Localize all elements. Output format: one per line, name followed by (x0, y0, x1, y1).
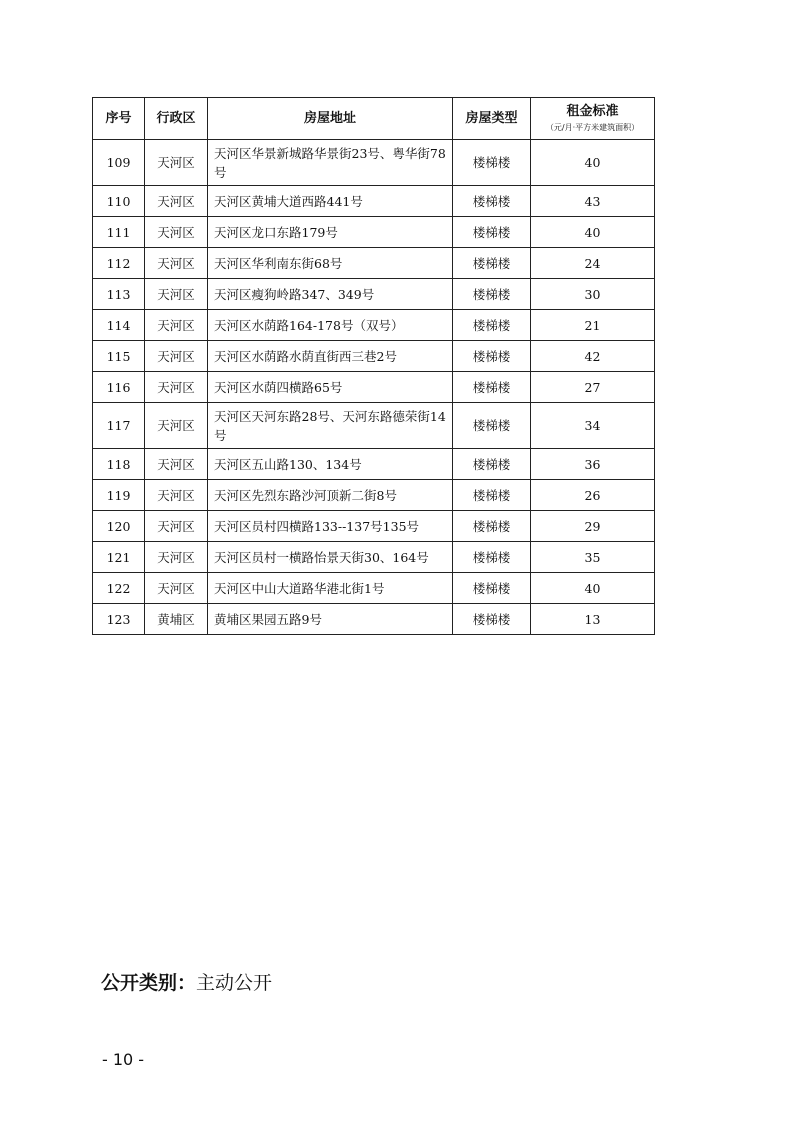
table-row (93, 480, 655, 511)
rent-standard-table (92, 97, 655, 635)
table-row (93, 604, 655, 635)
cell-address: 天河区先烈东路沙河顶新二街8号 (208, 480, 453, 511)
header-address: 房屋地址 (208, 98, 453, 140)
table-row (93, 279, 655, 310)
cell-rent: 36 (531, 449, 655, 480)
page-number: - 10 - (102, 1050, 145, 1069)
cell-no: 112 (93, 248, 145, 279)
cell-no: 116 (93, 372, 145, 403)
cell-district: 天河区 (145, 310, 208, 341)
cell-no: 122 (93, 573, 145, 604)
cell-address: 天河区水荫路水荫直街西三巷2号 (208, 341, 453, 372)
cell-type: 楼梯楼 (453, 248, 531, 279)
cell-district: 天河区 (145, 372, 208, 403)
disclosure-value: 主动公开 (196, 972, 273, 994)
cell-type: 楼梯楼 (453, 140, 531, 186)
table-row (93, 449, 655, 480)
table-body (93, 140, 655, 635)
cell-rent: 40 (531, 217, 655, 248)
cell-type: 楼梯楼 (453, 310, 531, 341)
header-type: 房屋类型 (453, 98, 531, 140)
cell-address: 黄埔区果园五路9号 (208, 604, 453, 635)
cell-rent: 21 (531, 310, 655, 341)
cell-district: 黄埔区 (145, 604, 208, 635)
cell-address: 天河区天河东路28号、天河东路德荣街14号 (208, 403, 453, 449)
table-row (93, 310, 655, 341)
cell-no: 120 (93, 511, 145, 542)
header-rent-label: 租金标准 (566, 104, 619, 119)
cell-district: 天河区 (145, 542, 208, 573)
cell-type: 楼梯楼 (453, 480, 531, 511)
cell-type: 楼梯楼 (453, 573, 531, 604)
cell-no: 117 (93, 403, 145, 449)
cell-address: 天河区水荫路164-178号（双号） (208, 310, 453, 341)
header-district: 行政区 (145, 98, 208, 140)
table-row (93, 372, 655, 403)
cell-address: 天河区水荫四横路65号 (208, 372, 453, 403)
cell-address: 天河区华景新城路华景街23号、粤华街78号 (208, 140, 453, 186)
header-no: 序号 (93, 98, 145, 140)
cell-address: 天河区华利南东街68号 (208, 248, 453, 279)
table-row (93, 573, 655, 604)
cell-rent: 27 (531, 372, 655, 403)
cell-rent: 40 (531, 140, 655, 186)
cell-rent: 30 (531, 279, 655, 310)
header-rent (531, 98, 655, 140)
cell-rent: 42 (531, 341, 655, 372)
cell-address: 天河区员村一横路怡景天街30、164号 (208, 542, 453, 573)
disclosure-category (101, 968, 272, 995)
disclosure-label: 公开类别： (101, 972, 197, 994)
cell-no: 121 (93, 542, 145, 573)
table-row (93, 403, 655, 449)
cell-address: 天河区黄埔大道西路441号 (208, 186, 453, 217)
cell-district: 天河区 (145, 248, 208, 279)
cell-district: 天河区 (145, 341, 208, 372)
cell-rent: 26 (531, 480, 655, 511)
cell-no: 114 (93, 310, 145, 341)
cell-no: 111 (93, 217, 145, 248)
cell-no: 113 (93, 279, 145, 310)
cell-rent: 24 (531, 248, 655, 279)
cell-no: 110 (93, 186, 145, 217)
cell-rent: 34 (531, 403, 655, 449)
cell-no: 123 (93, 604, 145, 635)
cell-district: 天河区 (145, 217, 208, 248)
cell-type: 楼梯楼 (453, 403, 531, 449)
cell-district: 天河区 (145, 186, 208, 217)
cell-no: 109 (93, 140, 145, 186)
cell-district: 天河区 (145, 449, 208, 480)
cell-type: 楼梯楼 (453, 511, 531, 542)
header-rent-unit: （元/月·平方米建筑面积） (545, 123, 640, 132)
cell-type: 楼梯楼 (453, 217, 531, 248)
cell-district: 天河区 (145, 511, 208, 542)
table-row (93, 217, 655, 248)
table-row (93, 140, 655, 186)
cell-type: 楼梯楼 (453, 279, 531, 310)
cell-type: 楼梯楼 (453, 186, 531, 217)
cell-address: 天河区员村四横路133--137号135号 (208, 511, 453, 542)
cell-no: 119 (93, 480, 145, 511)
cell-no: 118 (93, 449, 145, 480)
table-row (93, 511, 655, 542)
cell-type: 楼梯楼 (453, 372, 531, 403)
cell-district: 天河区 (145, 480, 208, 511)
cell-rent: 40 (531, 573, 655, 604)
cell-type: 楼梯楼 (453, 604, 531, 635)
table-row (93, 248, 655, 279)
cell-address: 天河区五山路130、134号 (208, 449, 453, 480)
cell-type: 楼梯楼 (453, 449, 531, 480)
cell-rent: 35 (531, 542, 655, 573)
cell-district: 天河区 (145, 140, 208, 186)
cell-address: 天河区瘦狗岭路347、349号 (208, 279, 453, 310)
table-row (93, 341, 655, 372)
cell-address: 天河区龙口东路179号 (208, 217, 453, 248)
cell-type: 楼梯楼 (453, 341, 531, 372)
table-row (93, 542, 655, 573)
cell-rent: 13 (531, 604, 655, 635)
table-row (93, 186, 655, 217)
cell-type: 楼梯楼 (453, 542, 531, 573)
cell-address: 天河区中山大道路华港北街1号 (208, 573, 453, 604)
cell-no: 115 (93, 341, 145, 372)
table-header-row (93, 98, 655, 140)
cell-rent: 29 (531, 511, 655, 542)
cell-district: 天河区 (145, 279, 208, 310)
cell-district: 天河区 (145, 403, 208, 449)
cell-district: 天河区 (145, 573, 208, 604)
cell-rent: 43 (531, 186, 655, 217)
